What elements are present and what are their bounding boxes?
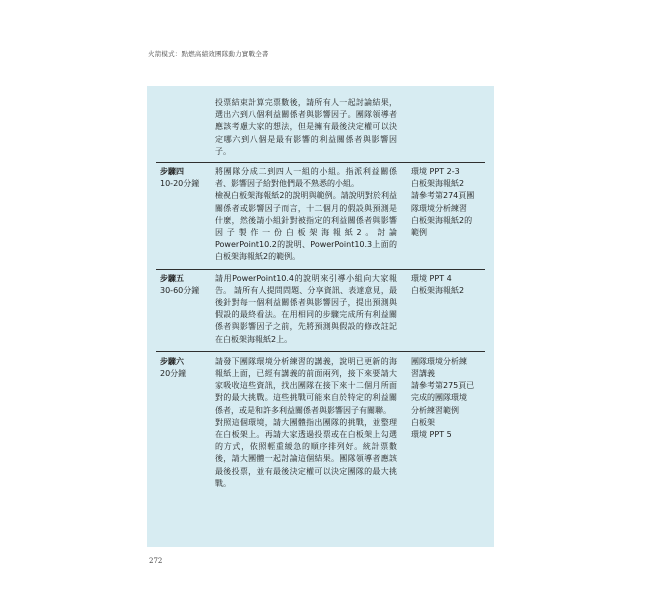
material-item: 團隊環境分析練 (411, 356, 467, 366)
table-row (156, 163, 485, 270)
step-duration: 10-20分鐘 (160, 179, 200, 189)
materials-cell (401, 273, 485, 346)
material-item: 隊環境分析練習 (411, 203, 467, 213)
running-head: 火箭模式：點燃高績效團隊動力實戰全書 (148, 50, 269, 58)
page-number: 272 (149, 557, 163, 565)
material-item: 白板架 (411, 417, 435, 427)
description-paragraph: 請用PowerPoint10.4的說明來引導小組向大家報告。 請所有人提問問題、分享資訊、表達意見，最後針對每一個利益關係者與影響因子，提出預測與假設的最終看法。在用相同的步驟完成所有利益關係者與影響因子之前，先將預測與假設的修改註記在白板架海報紙2上。 (215, 273, 397, 344)
material-item: 環境 PPT 2-3 (411, 167, 460, 177)
description-cell (211, 166, 401, 264)
step-cell (156, 273, 211, 346)
step-cell (156, 356, 211, 490)
table-row (156, 97, 485, 163)
table-row (156, 352, 485, 490)
step-title: 步驟五 (160, 273, 184, 283)
material-item: 習講義 (411, 369, 435, 379)
step-duration: 30-60分鐘 (160, 285, 200, 295)
activity-table (147, 86, 494, 547)
material-item: 請參考第274頁團 (411, 191, 475, 201)
step-duration: 20分鐘 (160, 369, 187, 379)
description-cell (211, 356, 401, 490)
description-cell (211, 97, 401, 158)
step-cell (156, 97, 211, 158)
step-title: 步驟六 (160, 356, 184, 366)
table-row (156, 270, 485, 352)
materials-cell (401, 356, 485, 490)
material-item: 範例 (411, 228, 427, 238)
material-item: 白板架海報紙2 (411, 285, 465, 295)
step-title: 步驟四 (160, 167, 184, 177)
description-paragraph: 請發下團隊環境分析練習的講義，說明已更新的海報紙上面，已經有講義的前面兩列，接下來要請大家吸收這些資訊，找出團隊在接下來十二個月所面對的最大挑戰。這些挑戰可能來自於特定的利益關係者，或是和許多利益關係者與影響因子有關聯。 (215, 356, 397, 415)
material-item: 分析練習範例 (411, 405, 459, 415)
description-paragraph: 檢視白板架海報紙2的說明與範例。請說明對於利益關係者或影響因子而言，十二個月的假設與預測是什麼，然後請小組針對被指定的利益關係者與影響因子製作一份白板架海報紙2。討論PowerPoint10.2的說明、PowerPoint10.3上面的白板架海報紙2的範例。 (215, 191, 397, 262)
step-cell (156, 166, 211, 264)
material-item: 請參考第275頁已 (411, 381, 475, 391)
description-paragraph: 對照這個環境，請大團體指出團隊的挑戰，並整理在白板架上。再請大家透過投票或在白板架上勾選的方式，依照輕重緩急的順序排列好。統計票數後，請大團體一起討論這個結果。團隊領導者應該最後投票，並有最後決定權可以決定團隊的最大挑戰。 (215, 417, 397, 488)
material-item: 白板架海報紙2 (411, 179, 465, 189)
materials-cell (401, 166, 485, 264)
description-paragraph: 將團隊分成二到四人一組的小組。指派利益關係者、影響因子給對他們最不熟悉的小組。 (215, 167, 397, 189)
description-paragraph: 投票結束計算完票數後，請所有人一起討論結果，選出六到八個利益關係者與影響因子。團隊領導者應該考慮大家的想法，但是擁有最後決定權可以決定哪六到八個是最有影響的利益關係者與影響因子。 (215, 98, 397, 156)
material-item: 環境 PPT 5 (411, 430, 452, 440)
materials-cell (401, 97, 485, 158)
material-item: 環境 PPT 4 (411, 273, 452, 283)
material-item: 白板架海報紙2的 (411, 215, 473, 225)
material-item: 完成的團隊環境 (411, 393, 467, 403)
description-cell (211, 273, 401, 346)
